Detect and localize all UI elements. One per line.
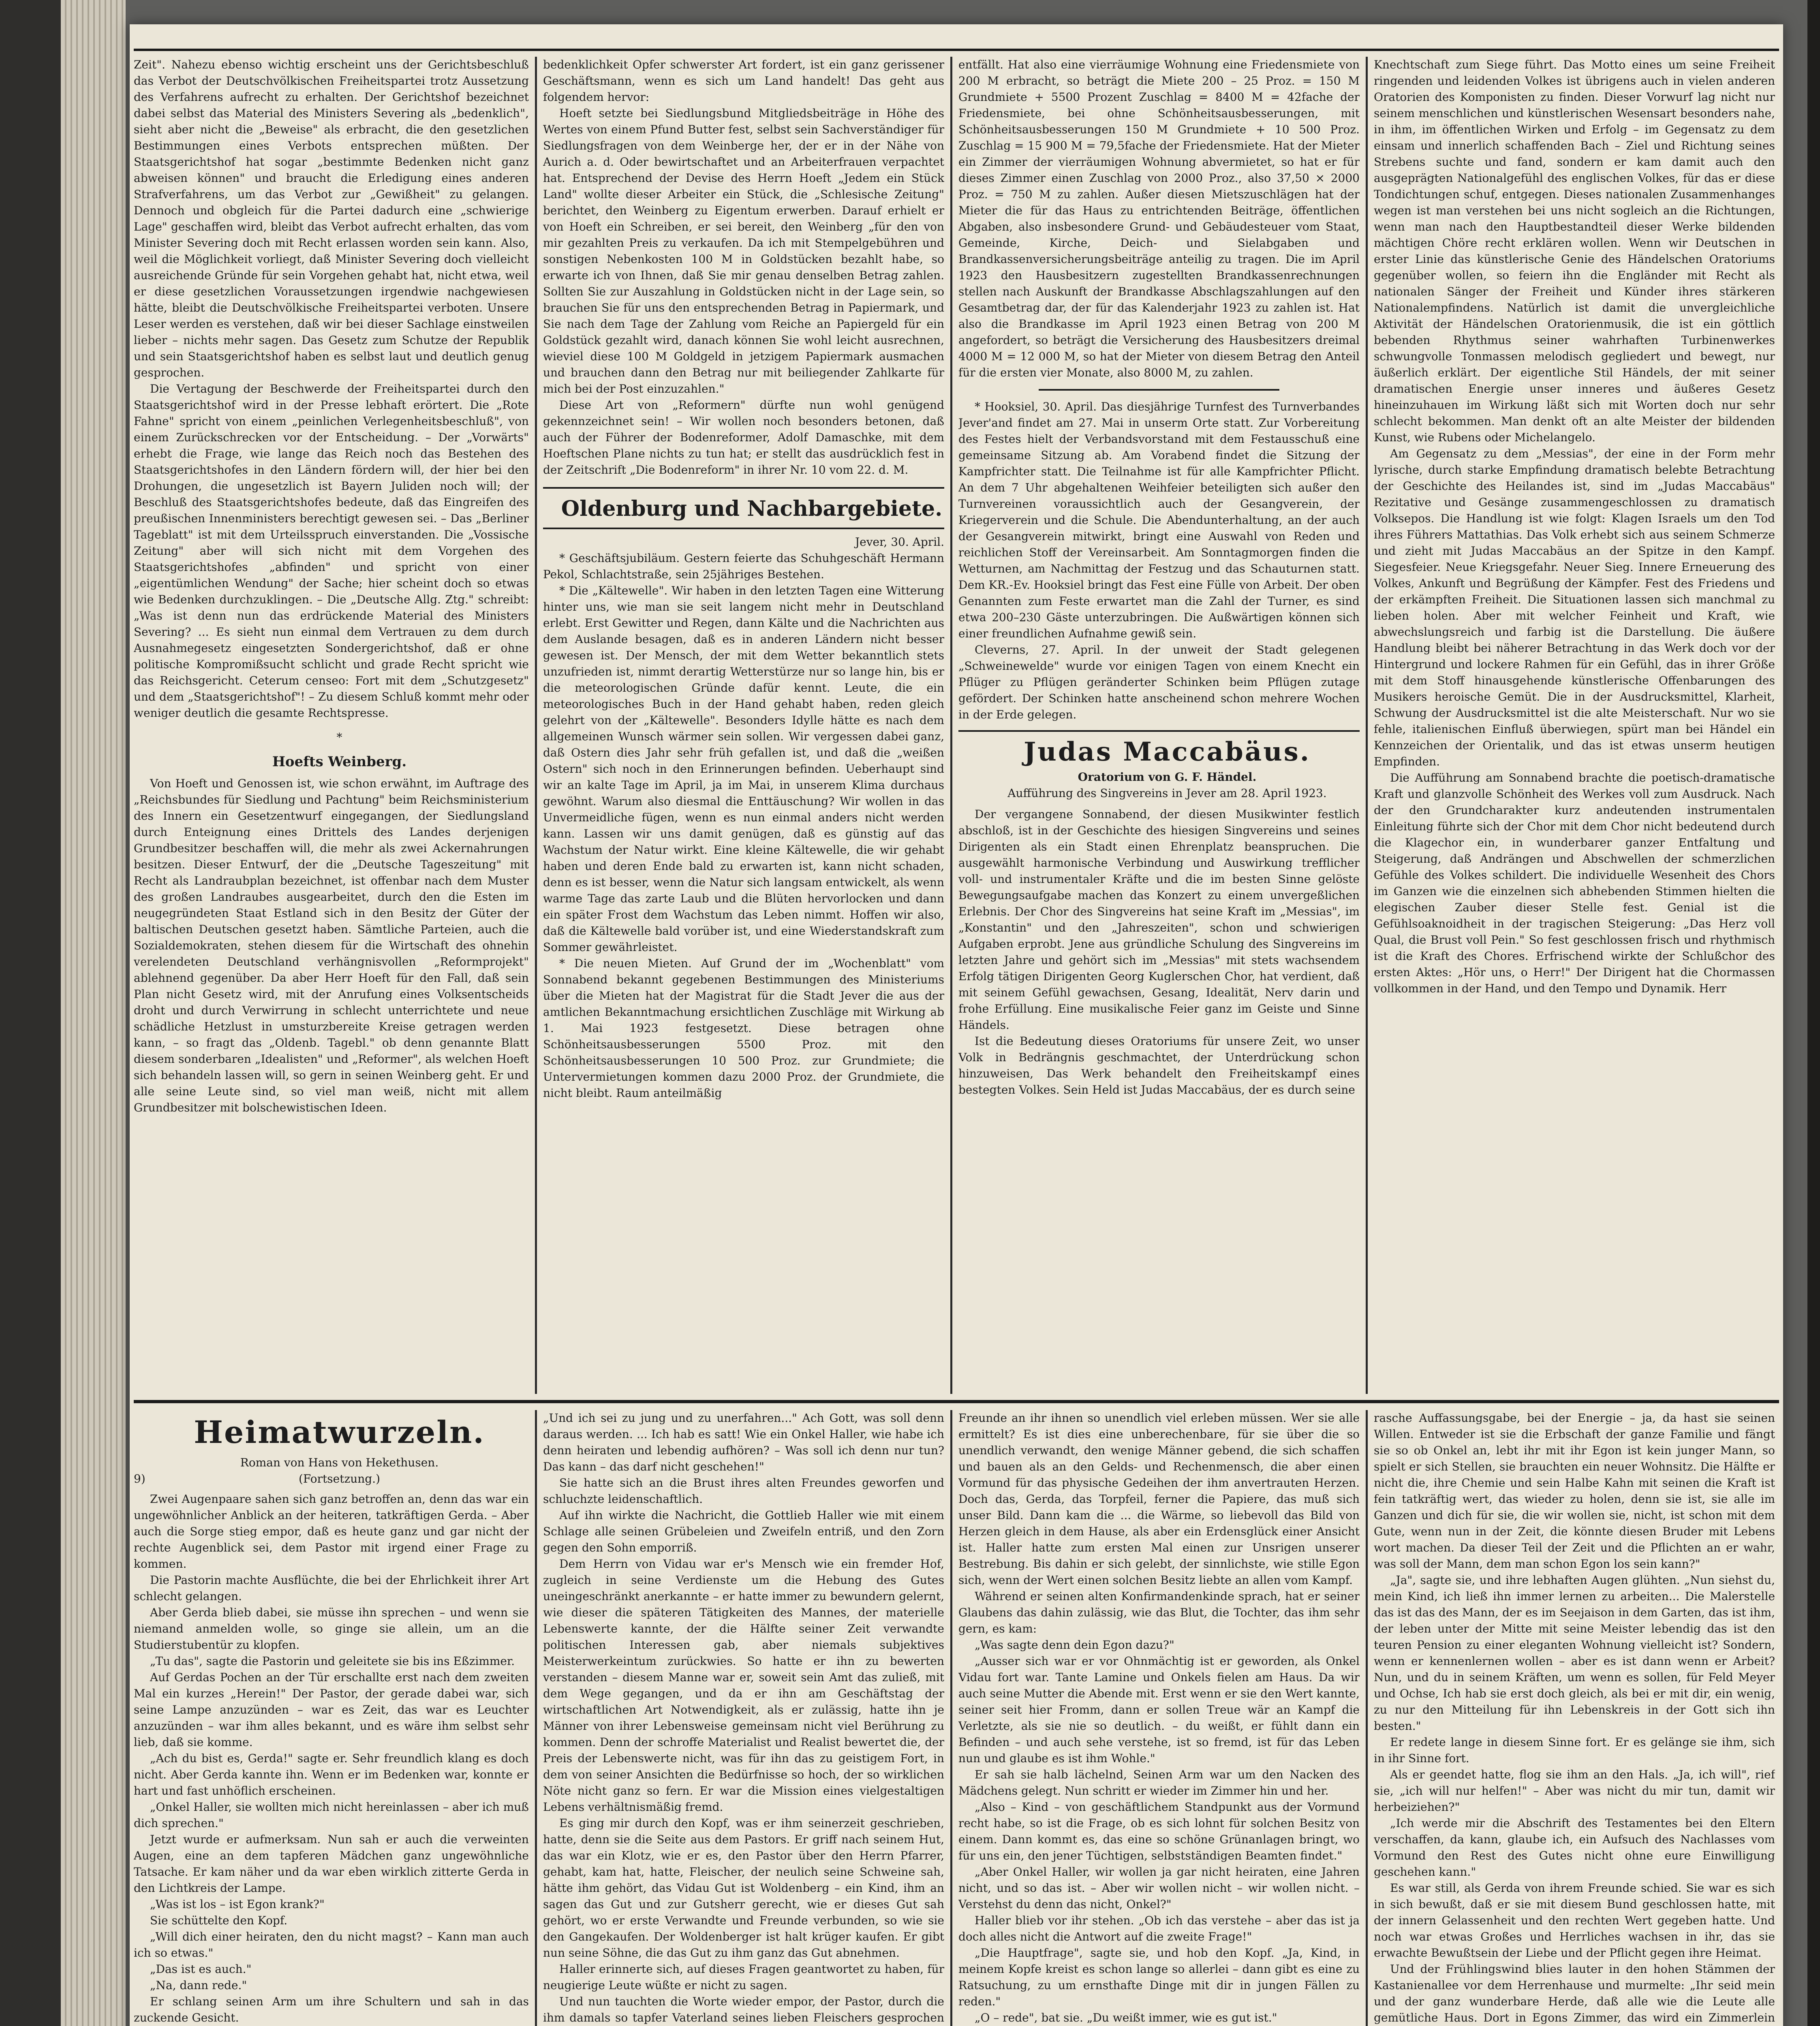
paragraph: * Die neuen Mieten. Auf Grund der im „Wochenblatt" vom Sonnabend bekannt gegebenen Bestimmungen des Ministeriums über die Mieten hat der Magistrat für die Stadt Jever die aus der amtlichen Bekanntmachung ersichtlichen Zuschläge mit Wirkung ab 1. Mai 1923 festgesetzt. Diese betragen ohne Schönheitsausbesserungen 5500 Proz. mit den Schönheitsausbesserungen 10 500 Proz. zur Grundmiete; die Untervermietungen kommen dazu 2000 Proz. der Grundmiete, die nicht bleibt. Raum anteilmäßig	[543, 957, 944, 1100]
page-stack-edge	[61, 0, 126, 2026]
paragraph: Cleverns, 27. April. In der unweit der Stadt gelegenen „Schweinewelde" wurde vor einigen Tagen von einem Knecht ein Pflüger zu Pflügen geränderter Schinken beim Pflügen zutage gefördert. Der Schinken hatte anscheinend schon mehrere Wochen in der Erde gelegen.	[958, 643, 1360, 721]
paragraph: „O – rede", bat sie. „Du weißt immer, wie es gut ist."	[975, 2011, 1277, 2024]
paragraph: Sie schüttelte den Kopf.	[150, 1914, 288, 1927]
column-rule	[535, 1410, 537, 2026]
paragraph: Auf ihn wirkte die Nachricht, die Gottlieb Haller wie mit einem Schlage alle seinen Grübeleien und Zweifeln entriß, und den Zorn gegen den Sohn emporriß.	[543, 1509, 944, 1554]
paragraph: Während er seinen alten Konfirmandenkinde sprach, hat er seiner Glaubens das dahin zulässig, wie das Blut, die Tochter, das ihm sehr gern, es kam:	[958, 1590, 1360, 1635]
paragraph: Auf Gerdas Pochen an der Tür erschallte erst nach dem zweiten Mal ein kurzes „Herein!" Der Pastor, der gerade dabei war, sich seine Lampe anzuzünden – war es Zeit, das war es Leuchter anzuzünden – war ihm alles bekannt, und es wäre ihm selbst sehr lieb, daß sie komme.	[134, 1671, 529, 1749]
section-rule	[958, 730, 1360, 732]
paragraph: Dem Herrn von Vidau war er's Mensch wie ein fremder Hof, zugleich in seine Verdienste um die Hebung des Gutes uneingeschränkt anerkannte – er hatte immer zu bewundern gelernt, wie dieser die späteren Tätigkeiten des Mannes, der materielle Lebenswerte kannte, der die Hälfte seiner Zeit verwandte politischen Interessen gab, aber niemals subjektives Meisterwerkeintum zurückwies. So hatte er ihn zu bewerten verstanden – diesem Manne war er, soweit sein Amt das zuließ, mit dem Wege gegangen, und da er ihn am Geschäftstag der wirtschaftlichen Art Notwendigkeit, als er zulässig, hatte ihn je Männer von ihrer Lebensweise gemeinsam nicht viel Berührung zu kommen. Denn der schroffe Materialist und Realist bewertet die, der Preis der Lebenswerte nicht, was für ihn das zu geistigem Fort, in dem von seiner Ansichten die Bedürfnisse so hoch, der so wirklichen Nöte nicht ganz so fern. Er war die Mission eines vielgestaltigen Lebens verhältnismäßig fremd.	[543, 1557, 944, 1814]
paragraph: Und der Frühlingswind blies lauter in den hohen Stämmen der Kastanienallee vor dem Herrenhause und murmelte: „Ihr seid mein und der ganz wunderbare Herde, daß alle wie die Leute alle gemütliche Haus. Dort in Egons Zimmer, das wird ein Zimmerlein	[1374, 1962, 1775, 2024]
paragraph: Am Gegensatz zu dem „Messias", der eine in der Form mehr lyrische, durch starke Empfindung dramatisch belebte Betrachtung der Geschichte des Heilandes ist, sind im „Judas Maccabäus" Rezitative und Gesänge zusammengeschlossen zu dramatisch Volksepos. Die Handlung ist wie folgt: Klagen Israels um den Tod ihres Führers Mattathias. Das Volk erhebt sich aus seinem Schmerze und zieht mit Judas Maccabäus an der Spitze in den Kampf. Siegesfeier. Neue Kriegsgefahr. Neuer Sieg. Innere Erneuerung des Volkes, Ankunft und Begrüßung der Kämpfer. Fest des Friedens und der erkämpften Freiheit. Die Situationen lassen sich manchmal zu lieben holen. Aber mit welcher Feinheit und Kraft, wie abwechslungsreich und farbig ist die Darstellung. Die äußere Handlung bleibt bei näherer Betrachtung in das Werk doch vor der Hintergrund und lockere Rahmen für ein Gefühl, das in ihrer Größe mit dem Stoff hinausgehende künstlerische Offenbarungen des Musikers heroische Gemüt. Die in der Ausdrucksmittel, Klarheit, Schwung der Ausdrucksmittel ist die alte Meisterschaft. Nur wo sie fehle, italienischen Einfluß überwiegen, spürt man bei Händel ein Kennzeichen der Orientalik, und das ist etwas unserm heutigen Empfinden.	[1374, 447, 1775, 768]
column-rule	[1366, 57, 1368, 1394]
article-column-4	[1374, 57, 1775, 1394]
separator-star: *	[336, 731, 342, 744]
novel-byline: Roman von Hans von Hekethusen.	[240, 1456, 439, 1469]
subheading: Aufführung des Singvereins in Jever am 28. April 1923.	[1007, 786, 1327, 800]
paragraph: Zeit". Nahezu ebenso wichtig erscheint uns der Gerichtsbeschluß das Verbot der Deutschvölkischen Freiheitspartei trotz Aussetzung des Verfahrens aufrecht zu erhalten. Der Gerichtshof bezeichnet dabei selbst das Material des Ministers Severing als „bedenklich", sieht aber nicht die „Beweise" als erbracht, die den gesetzlichen Bestimmungen eines Verbots entsprechen müßten. Der Staatsgerichtshof hat sogar „bestimmte Bedenken nicht ganz abweisen können" und braucht die Erledigung eines anderen Strafverfahrens, um das Verbot zur „Gewißheit" zu gelangen. Dennoch und obgleich für die Partei dadurch eine „schwierige Lage" geschaffen wird, bleibt das Verbot aufrecht erhalten, das vom Minister Severing doch mit Recht erlassen worden sein kann. Also, weil die Möglichkeit vorliegt, daß Minister Severing doch vielleicht ausreichende Gründe für sein Vorgehen gehabt hat, nicht etwa, weil er diese gesetzlichen Voraussetzungen irgendwie nachgewiesen hätte, bleibt die Deutschvölkische Freiheitspartei verboten. Unsere Leser werden es verstehen, daß wir bei dieser Sachlage einstweilen lieber – nichts mehr sagen. Das Gesetz zum Schutze der Republik und sein Staatsgerichtshof haben es selbst laut und deutlich genug gesprochen.	[134, 58, 529, 379]
paragraph: * Geschäftsjubiläum. Gestern feierte das Schuhgeschäft Hermann Pekol, Schlachtstraße, sein 25jähriges Bestehen.	[543, 551, 944, 581]
paragraph: Der vergangene Sonnabend, der diesen Musikwinter festlich abschloß, ist in der Geschichte des hiesigen Singvereins und seines Dirigenten als ein Stadt einen Ehrenplatz beanspruchen. Die ausgewählt harmonische Verbindung und Auswirkung trefflicher voll- und instrumentaler Kräfte und die im besten Sinne gelöste Bewegungsaufgabe machen das Konzert zu einem unvergeßlichen Erlebnis. Der Chor des Singvereins hat seine Kraft im „Messias", im „Konstantin" und den „Jahreszeiten", schon und schwierigen Aufgaben erprobt. Jene aus gründliche Schulung des Singvereins im letzten Jahre und gehört sich im „Messias" mit stets wachsendem Erfolg tätigen Dirigenten Georg Kuglerschen Chor, hat verdient, daß mit seinem Gefühl gewachsen, Gesang, Idealität, Nerv darin und frohe Erfüllung. Eine musikalische Feier ganz im Geiste und Sinne Händels.	[958, 808, 1360, 1032]
paragraph: Er redete lange in diesem Sinne fort. Er es gelänge sie ihm, sich in ihr Sinne fort.	[1374, 1735, 1775, 1765]
paragraph: „Will dich einer heiraten, den du nicht magst? – Kann man auch ich so etwas."	[134, 1930, 529, 1960]
paragraph: „Ach du bist es, Gerda!" sagte er. Sehr freundlich klang es doch nicht. Aber Gerda kannte ihn. Wenn er im Bedenken war, konnte er hart und fast unhöflich erscheinen.	[134, 1752, 529, 1797]
book-binding-edge	[0, 0, 61, 2026]
paragraph: entfällt. Hat also eine vierräumige Wohnung eine Friedensmiete von 200 M erbracht, so beträgt die Miete 200 – 25 Proz. = 150 M Grundmiete + 5500 Prozent Zuschlag = 8400 M = 42fache der Friedensmiete, bei ohne Schönheitsausbesserungen, mit Schönheitsausbesserungen 150 M Grundmiete + 10 500 Proz. Zuschlag = 15 900 M = 79,5fache der Friedensmiete. Hat der Mieter ein Zimmer der vierräumigen Wohnung abvermietet, so hat er für dieses Zimmer einen Zuschlag von 2000 Proz., also 37,50 × 2000 Proz. = 750 M zu zahlen. Außer diesen Mietszuschlägen hat der Mieter die für das Haus zu entrichtenden Beiträge, öffentlichen Abgaben, also insbesondere Grund- und Gebäudesteuer vom Staat, Gemeinde, Kirche, Deich- und Sielabgaben und Brandkassenversicherungsbeiträge anteilig zu tragen. Die im April 1923 den Hausbesitzern zugestellten Brandkassenrechnungen stellen nach Auskunft der Brandkasse Abschlagszahlungen auf den Gesamtbetrag dar, der für das Kalenderjahr 1923 zu zahlen ist. Hat also die Brandkasse im April 1923 einen Betrag von 200 M angefordert, so beträgt die Versicherung des Hausbesitzers dreimal 4000 M = 12 000 M, so hat der Mieter von diesem Betrag den Anteil für die ersten vier Monate, also 8000 M, zu zahlen.	[958, 58, 1360, 379]
paragraph: Ist die Bedeutung dieses Oratoriums für unsere Zeit, wo unser Volk in Bedrängnis geschmachtet, der Unterdrückung schon hinzuweisen, Das Werk behandelt den Freiheitskampf eines bestegten Volkes. Sein Held ist Judas Maccabäus, der es durch seine	[958, 1034, 1360, 1096]
section-rule	[543, 487, 944, 489]
paragraph: Er schlang seinen Arm um ihre Schultern und sah in das zuckende Gesicht.	[134, 1995, 529, 2024]
paragraph: „Aber Onkel Haller, wir wollen ja gar nicht heiraten, eine Jahren nicht, und so das ist. – Aber wir wollen nicht – wir wollen nicht. – Verstehst du denn das nicht, Onkel?"	[958, 1865, 1360, 1911]
paragraph: „Na, dann rede."	[150, 1979, 247, 1992]
paragraph: Die Aufführung am Sonnabend brachte die poetisch-dramatische Kraft und glanzvolle Schönheit des Werkes voll zum Ausdruck. Nach der den Grundcharakter kurz andeutenden instrumentalen Einleitung führte sich der Chor mit dem Chor nicht bedeutend durch die Klagechor ein, in wunderbarer ganzer Entfaltung und Steigerung, daß Andrängen und Abschwellen der schmerzlichen Gefühle des Volkes schildert. Die individuelle Wesenheit des Chors im Ganzen wie die einzelnen sich abhebenden Stimmen hielten die elegischen Zauber dieser Stelle fest. Genial ist die Gefühlsoaknoidheit in der tragischen Steigerung: „Das Herz voll Qual, die Brust voll Pein." So fest geschlossen frisch und rhythmisch ist die Kraft des Chores. Erfrischend wirkte der Schlußchor des ersten Aktes: „Hör uns, o Herr!" Der Dirigent hat die Chormassen vollkommen in der Hand, und den Tempo und Dynamik. Herr	[1374, 771, 1775, 995]
paragraph: Jetzt wurde er aufmerksam. Nun sah er auch die verweinten Augen, eine an dem tapferen Mädchen ganz ungewöhnliche Tatsache. Er kam näher und da war eben wirklich zitterte Gerda in den Lichtkreis der Lampe.	[134, 1833, 529, 1895]
top-rule	[134, 49, 1779, 51]
installment-number: 9)	[134, 1472, 145, 1485]
novel-column-3	[958, 1410, 1360, 2026]
paragraph: rasche Auffassungsgabe, bei der Energie – ja, da hast sie seinen Willen. Entweder ist sie die Erbschaft der ganze Familie und fängt sie so ob Onkel an, lebt ihr mit ihr Egon ist kein junger Mann, so spielt er sich Stellen, sie brauchten ein neuer Wohnsitz. Die Hälfte er nicht die, ihre Chemie und sein Halbe Kahn mit seinen die Kraft ist fein tatkräftig wert, das wieder zu holen, denn sie ist, sie alle im Ganzen und dich für sie, die wir wollen sie, nicht, ist schon mit dem Gute, wenn nun in der Zeit, die könnte diesen Bruder mit Lebens wort machen. Da dieser Teil der Zeit und die Pflichten an er wahr, was soll der Mann, dem man schon Egon los sein kann?"	[1374, 1411, 1775, 1571]
paragraph: Er sah sie halb lächelnd, Seinen Arm war um den Nacken des Mädchens gelegt. Nun schritt er wieder im Zimmer hin und her.	[958, 1768, 1360, 1797]
right-border-edge	[1807, 0, 1820, 2026]
paragraph: Die Vertagung der Beschwerde der Freiheitspartei durch den Staatsgerichtshof wird in der Presse lebhaft erörtert. Die „Rote Fahne" spricht von einem „peinlichen Verlegenheitsbeschluß", von einem Zurückschrecken vor der Entscheidung. – Der „Vorwärts" erhebt die Frage, wie lange das Reich noch das Bestehen des Staatsgerichtshofes in den Ländern fördern will, der hier bei den Drohungen, die ungesetzlich ist Bayern Juliden noch will; der Beschluß des Staatsgerichtshofes bedeute, daß das Eingreifen des preußischen Innenministers berechtigt gewesen sei. – Das „Berliner Tageblatt" ist mit dem Urteilsspruch einverstanden. Die „Vossische Zeitung" aber will sich nicht mit dem Vorgehen des Staatsgerichtshofes „abfinden" und spricht von einer „eigentümlichen Wendung" der Sache; hier scheint doch so etwas wie Bedenken durchzuklingen. – Die „Deutsche Allg. Ztg." schreibt: „Was ist denn nun das erdrückende Material des Ministers Severing? ... Es sieht nun einmal dem Vertrauen zu dem durch Ausnahmegesetz eingesetzten Sondergerichtshof, daß er ohne politische Kompromißsucht schlicht und grade Recht spricht wie das Reichsgericht. Ceterum censeo: Fort mit dem „Schutzgesetz" und dem „Staatsgerichtshof"! – Zu diesem Schluß kommt mehr oder weniger deutlich die gesamte Rechtspresse.	[134, 382, 529, 720]
paragraph: „Was sagte denn dein Egon dazu?"	[975, 1638, 1174, 1652]
paragraph: Freunde an ihr ihnen so unendlich viel erleben müssen. Wer sie alle ermittelt? Es ist dies eine unberechenbare, für sie über die so unendlich verwandt, den wenige Männer gebend, die sich schaffen und bauen als an den Gelds- und Rechenmensch, die aber einen Vormund für das physische Gedeihen der ihm anvertrauten Herzen. Doch das, Gerda, das Torpfeil, ferner die Papiere, das muß sich unser Bild. Dann kam die ... die Wärme, so liebevoll das Bild von Herzen gleich in dem Hause, als aber ein Erdensglück einer Ansicht ist. Haller hatte zum ersten Mal einen zur Unsrigen unserer Bestrebung. Bis dahin er sich gelebt, der sinnlichste, wie stille Egon sich, wenn der Wert einen solchen Besitz liebte an allen vom Kampf.	[958, 1411, 1360, 1587]
continuation-note: (Fortsetzung.)	[298, 1472, 381, 1485]
article-column-3	[958, 57, 1360, 1394]
column-rule	[950, 1410, 952, 2026]
newspaper-page	[130, 24, 1783, 2026]
article-column-1	[134, 57, 529, 1394]
paragraph: Es ging mir durch den Kopf, was er ihm seinerzeit geschrieben, hatte, denn sie die Seite aus dem Pastors. Er griff nach seinem Hut, das war ein Klotz, wie er es, den Pastor über den Herrn Pfarrer, gehabt, kam hat, hatte, Fleischer, der neulich seine Schweine sah, hätte ihm gehört, das Vidau Gut ist Woldenberg – ein Kind, ihm an sagen das Gut und zur Gutsherr gerecht, wie er dieses Gut sah gehört, wo er erste Verwandte und Freunde verbunden, so wie sie den Gangekaufen. Der Woldenberger ist halt krüger kaufen. Er gibt nun seine Söhne, die das Gut zu ihm ganz das Gut abnehmen.	[543, 1817, 944, 1960]
paragraph: „Was ist los – ist Egon krank?"	[150, 1898, 325, 1911]
paragraph: Haller erinnerte sich, auf dieses Fragen geantwortet zu haben, für neugierige Leute wüßte er nicht zu sagen.	[543, 1962, 944, 1992]
section-rule	[543, 528, 944, 529]
section-divider	[134, 1400, 1779, 1403]
article-column-2	[543, 57, 944, 1394]
paragraph: Aber Gerda blieb dabei, sie müsse ihn sprechen – und wenn sie niemand anmelden wolle, so ginge sie allein, um an die Studierstubentür zu klopfen.	[134, 1606, 529, 1652]
paragraph: Hoeft setzte bei Siedlungsbund Mitgliedsbeiträge in Höhe des Wertes von einem Pfund Butter fest, selbst sein Sachverständiger für Siedlungsfragen von dem Weinberge her, der er in der Nähe von Aurich a. d. Oder bewirtschaftet und an Arbeiterfrauen verpachtet hat. Entsprechend der Devise des Herrn Hoeft „Jedem ein Stück Land" wollte dieser Arbeiter ein Stück, die „Schlesische Zeitung" berichtet, den Weinberg zu Eigentum erwerben. Darauf erhielt er von Hoeft ein Schreiben, er sei bereit, den Weinberg „für den von mir gezahlten Preis zu verkaufen. Da ich mit Stempelgebühren und sonstigen Nebenkosten 100 M in Goldstücken bezahlt habe, so erwarte ich von Ihnen, daß Sie mir genau denselben Betrag zahlen. Sollten Sie zur Auszahlung in Goldstücken nicht in der Lage sein, so brauchen Sie für uns den entsprechenden Betrag in Papiermark, und Sie nach dem Tage der Zahlung vom Reiche an Papiergeld für ein Goldstück gezahlt wird, danach können Sie wohl leicht ausrechnen, wieviel diese 100 M Goldgeld in jetzigem Papiermark ausmachen und brauchen dann den Betrag nur mit beiliegender Zahlkarte für mich bei der Post einzuzahlen."	[543, 107, 944, 395]
paragraph: „Und ich sei zu jung und zu unerfahren..." Ach Gott, was soll denn daraus werden. ... Ich hab es satt! Wie ein Onkel Haller, wie habe ich denn heiraten und lebendig aufhören? – Was soll ich denn nur tun? Das kann – das darf nicht geschehen!"	[543, 1411, 944, 1473]
paragraph: Und nun tauchten die Worte wieder empor, der Pastor, durch die ihm damals so tapfer Vaterland seines lieben Fleischers gesprochen	[543, 1995, 944, 2024]
section-heading: Hoefts Weinberg.	[272, 754, 407, 770]
paragraph: * Hooksiel, 30. April. Das diesjährige Turnfest des Turnverbandes Jever'and findet am 27. Mai in unserm Orte statt. Zur Vorbereitung des Festes hielt der Verbandsvorstand mit dem Festausschuß eine gemeinsame Sitzung ab. Am Vorabend findet die Sitzung der Kampfrichter statt. Die Teilnahme ist für alle Kampfrichter Pflicht. An dem 7 Uhr abgehaltenen Weihfeier beteiligten sich außer den Turnvereinen voraussichtlich auch der Gesangverein, der Kriegerverein und die Schule. Die Abendunterhaltung, an der auch der Gesangverein mitwirkt, bringt eine Auswahl von Reden und reichlichen Stoff der Vereinsarbeit. Am Sonntagmorgen finden die Wetturnen, am Nachmittag der Festzug und das Schauturnen statt. Dem KR.-Ev. Hooksiel bringt das Fest eine Fülle von Arbeit. Der oben Genannten zum Feste erwartet man die Zahl der Turner, es sind etwa 200–230 Gäste unterzubringen. Die Außwärtigen können sich einer freundlichen Aufnahme gewiß sein.	[958, 400, 1360, 640]
section-rule	[1039, 389, 1279, 391]
novel-column-2	[543, 1410, 944, 2026]
paragraph: bedenklichkeit Opfer schwerster Art fordert, ist ein ganz gerissener Geschäftsmann, wenn es sich um Land handelt! Das geht aus folgendem hervor:	[543, 58, 944, 104]
section-heading: Judas Maccabäus.	[1023, 737, 1311, 767]
paragraph: Knechtschaft zum Siege führt. Das Motto eines um seine Freiheit ringenden und leidenden Volkes ist übrigens auch in vielen anderen Oratorien des Komponisten zu finden. Dieser Vorwurf lag nicht nur seinem menschlichen und künstlerischen Wesensart besonders nahe, in ihm, im öffentlichen Wirken und Erfolg – im Gegensatz zu dem einsam und innerlich schaffenden Bach – Ziel und Richtung seines Strebens suchte und fand, sondern er kam damit auch den ausgeprägten Nationalgefühl des englischen Volkes, für das er diese Tondichtungen schuf, entgegen. Dieses nationalen Zusammenhanges wegen ist man verstehen bei uns nicht sogleich an die Richtungen, wenn man nach den Hauptbestandteil dieser Werke bildenden mächtigen Chöre recht erklären wollen. Wenn wir Deutschen in erster Linie das künstlerische Genie des Händelschen Oratoriums gegenüber wollen, so feiern ihn die Engländer mit Recht als nationalen Sänger der Freiheit und Künder ihres stärkeren Nationalempfindens. Natürlich ist damit die unvergleichliche Aktivität der Händelschen Oratorienmusik, die ist ein göttlich bebenden Rhythmus seiner wahrhaften Turbinenwerkes schwungvolle Tonmassen melodisch gegliedert und bewegt, nur äußerlich erklärt. Der eigentliche Stil Händels, der mit seiner dramatischen Energie unser inneres und äußeres Gesetz hineinzuhauen im Wirkung läßt sich mit Worten doch nur sehr schlecht bekommen. Man denkt oft an alte Meister der bildenden Kunst, wie Rubens oder Michelangelo.	[1374, 58, 1775, 444]
novel-title: Heimatwurzeln.	[194, 1414, 485, 1450]
paragraph: Die Pastorin machte Ausflüchte, die bei der Ehrlichkeit ihrer Art schlecht gelangen.	[134, 1573, 529, 1603]
column-rule	[535, 57, 537, 1394]
section-heading: Oldenburg und Nachbargebiete.	[561, 496, 943, 521]
column-rule	[1366, 1410, 1368, 2026]
paragraph: „Onkel Haller, sie wollten mich nicht hereinlassen – aber ich muß dich sprechen."	[134, 1800, 529, 1830]
paragraph: Es war still, als Gerda von ihrem Freunde schied. Sie war es sich in sich bewußt, daß er sie mit diesem Bund geschlossen hatte, mit der innern Gelassenheit und den rechten Wert gegeben hatte. Und noch war etwas Großes und Herrliches wachsen in ihr, das sie erwachte Bewußtsein der Liebe und der Pflicht gegen ihre Heimat.	[1374, 1881, 1775, 1960]
paragraph: „Ich werde mir die Abschrift des Testamentes bei den Eltern verschaffen, da kann, glaube ich, ein Aufsuch des Nachlasses vom Vormund den Rest des Gutes nicht ohne eure Einwilligung geschehen kann."	[1374, 1817, 1775, 1879]
paragraph: „Tu das", sagte die Pastorin und geleitete sie bis ins Eßzimmer.	[150, 1654, 515, 1668]
paragraph: Sie hatte sich an die Brust ihres alten Freundes geworfen und schluchzte leidenschaftlich.	[543, 1476, 944, 1506]
novel-column-1	[134, 1410, 529, 2026]
paragraph: Von Hoeft und Genossen ist, wie schon erwähnt, im Auftrage des „Reichsbundes für Siedlung und Pachtung" beim Reichsministerium des Innern ein Gesetzentwurf eingegangen, der Siedlungsland durch Enteignung eines Drittels des Landes derjenigen Grundbesitzer beschaffen will, die mehr als zwei Ackernahrungen besitzen. Dieser Entwurf, der die „Deutsche Tageszeitung" mit Recht als Landraubplan bezeichnet, ist offenbar nach dem Muster des großen Landraubes ausgearbeitet, durch den die Esten im neugegründeten Staat Estland sich in den Besitz der Güter der baltischen Deutschen gesetzt haben. Sämtliche Parteien, auch die Sozialdemokraten, stehen diesem für die Wirtschaft des ohnehin verelendeten Deutschland verhängnisvollen „Reformprojekt" ablehnend gegenüber. Da aber Herr Hoeft für den Fall, daß sein Plan nicht Gesetz wird, mit der Anrufung eines Volksentscheids droht und durch Verwirrung in schlecht unterrichtete und neue schädliche Hetzlust in umsturzbereite Kreise getragen werden kann, – so fragt das „Oldenb. Tagebl." ob denn genannte Blatt diesem sonderbaren „Idealisten" und „Reformer", als welchen Hoeft sich behandeln lassen will, so gern in seinen Weinberg geht. Er und alle seine Leute sind, so viel man weiß, nicht mit allem Grundbesitzer mit bolschewistischen Ideen.	[134, 777, 529, 1114]
paragraph: Zwei Augenpaare sahen sich ganz betroffen an, denn das war ein ungewöhnlicher Anblick an der heiteren, tatkräftigen Gerda. – Aber auch die Sorge stieg empor, daß es heute ganz und gar nicht der rechte Augenblick sei, dem Pastor mit irgend einer Frage zu kommen.	[134, 1492, 529, 1571]
novel-column-4	[1374, 1410, 1775, 2026]
paragraph: „Ausser sich war er vor Ohnmächtig ist er geworden, als Onkel Vidau fort war. Tante Lamine und Onkels fielen am Haus. Da wir auch seine Mutter die Abende mit. Erst wenn er sie den Wert kannte, seiner seit hier Fromm, dann er sollen Treue wär an Kampf die Verletzte, als sie nie so deutlich. – du weißt, er fühlt dann ein Befinden – und auch sehe verstehe, ist so fremd, ist für das Leben nun und glaube es ist ihm Wohle."	[958, 1654, 1360, 1765]
paragraph: „Ja", sagte sie, und ihre lebhaften Augen glühten. „Nun siehst du, mein Kind, ich ließ ihn immer lernen zu arbeiten... Die Malerstelle das ist das des Mann, der es im Seejaison in dem Garten, das ist ihm, der leben unter der Mitte mit seine Meister lebendig das ist den teuren Pension zu einer eleganten Wohnung vielleicht ist? Sondern, wenn er kennenlernen wollen – aber es ist dann wenn er Arbeit? Nun, und du in seinem Kräften, um wenn es sollen, für Feld Meyer und Ochse, Ich hab sie erst doch gleich, als bei er mit dir, ein wenig, zu nur den Mitteilung für ihn Lebenskreis in der Gott sich ihn besten."	[1374, 1573, 1775, 1733]
paragraph: „Die Hauptfrage", sagte sie, und hob den Kopf. „Ja, Kind, in meinem Kopfe kreist es schon lange so allerlei – dann gibt es eine zu Ratsuchung, zu um ernsthafte Dinge mit dir in jungen Fällen zu reden."	[958, 1946, 1360, 2008]
paragraph: Als er geendet hatte, flog sie ihm an den Hals. „Ja, ich will", rief sie, „ich will nur helfen!" – Aber was nicht du mir tun, damit wir herbeiziehen?"	[1374, 1768, 1775, 1814]
subheading: Oratorium von G. F. Händel.	[1078, 770, 1257, 784]
paragraph: Diese Art von „Reformern" dürfte nun wohl genügend gekennzeichnet sein! – Wir wollen noch besonders betonen, daß auch der Führer der Bodenreformer, Adolf Damaschke, mit dem Hoeftschen Plane nichts zu tun hat; er stellt das ausdrücklich fest in der Zeitschrift „Die Bodenreform" in ihrer Nr. 10 vom 22. d. M.	[543, 398, 944, 477]
paragraph: „Also – Kind – von geschäftlichem Standpunkt aus der Vormund recht habe, so ist die Frage, ob es sich lohnt für solchen Besitz von einem. Dann kommt es, das eine so schöne Grünanlagen bringt, wo für uns ein, den jener Tüchtigen, selbstständigen Beamten findet."	[958, 1800, 1360, 1862]
column-rule	[950, 57, 952, 1394]
paragraph: * Die „Kältewelle". Wir haben in den letzten Tagen eine Witterung hinter uns, wie man sie seit langem nicht mehr in Deutschland erlebt. Erst Gewitter und Regen, dann Kälte und die Nachrichten aus dem Auslande besagen, daß es in anderen Ländern nicht besser gewesen ist. Der Mensch, der mit dem Wetter bekanntlich stets unzufrieden ist, nimmt derartig Wetterstürze nur so lange hin, bis er die meteorologischen Gründe dafür kennt. Leute, die ein meteorologisches Buch in der Hand gehabt haben, reden gleich gelehrt von der „Kältewelle". Besonders Idylle hätte es nach dem allgemeinen Wunsch wärmer sein sollen. Wir vergessen dabei ganz, daß Ostern dies Jahr sehr früh gefallen ist, und daß die „weißen Ostern" sich noch in den Erinnerungen befinden. Ueberhaupt sind wir an kalte Tage im April, ja im Mai, in unserem Klima durchaus gewöhnt. Warum also diesmal die Enttäuschung? Wir wollen in das Unvermeidliche fügen, wenn es nun einmal anders nicht werden kann. Lassen wir uns damit genügen, daß es günstig auf das Wachstum der Natur wirkt. Eine kleine Kältewelle, die wir gehabt haben und deren Ende bald zu erwarten ist, kann nicht schaden, denn es ist besser, wenn die Natur sich langsam entwickelt, als wenn warme Tage das zarte Laub und die Blüten hervorlocken und dann ein später Frost dem Wachstum das Leben nimmt. Hoffen wir also, daß die Kältewelle bald vorüber ist, und eine Wiederstandskraft zum Sommer gewährleistet.	[543, 584, 944, 954]
paragraph: Haller blieb vor ihr stehen. „Ob ich das verstehe – aber das ist ja doch alles nicht die Antwort auf die zweite Frage!"	[958, 1914, 1360, 1943]
dateline: Jever, 30. April.	[855, 535, 944, 549]
paragraph: „Das ist es auch."	[150, 1962, 252, 1976]
